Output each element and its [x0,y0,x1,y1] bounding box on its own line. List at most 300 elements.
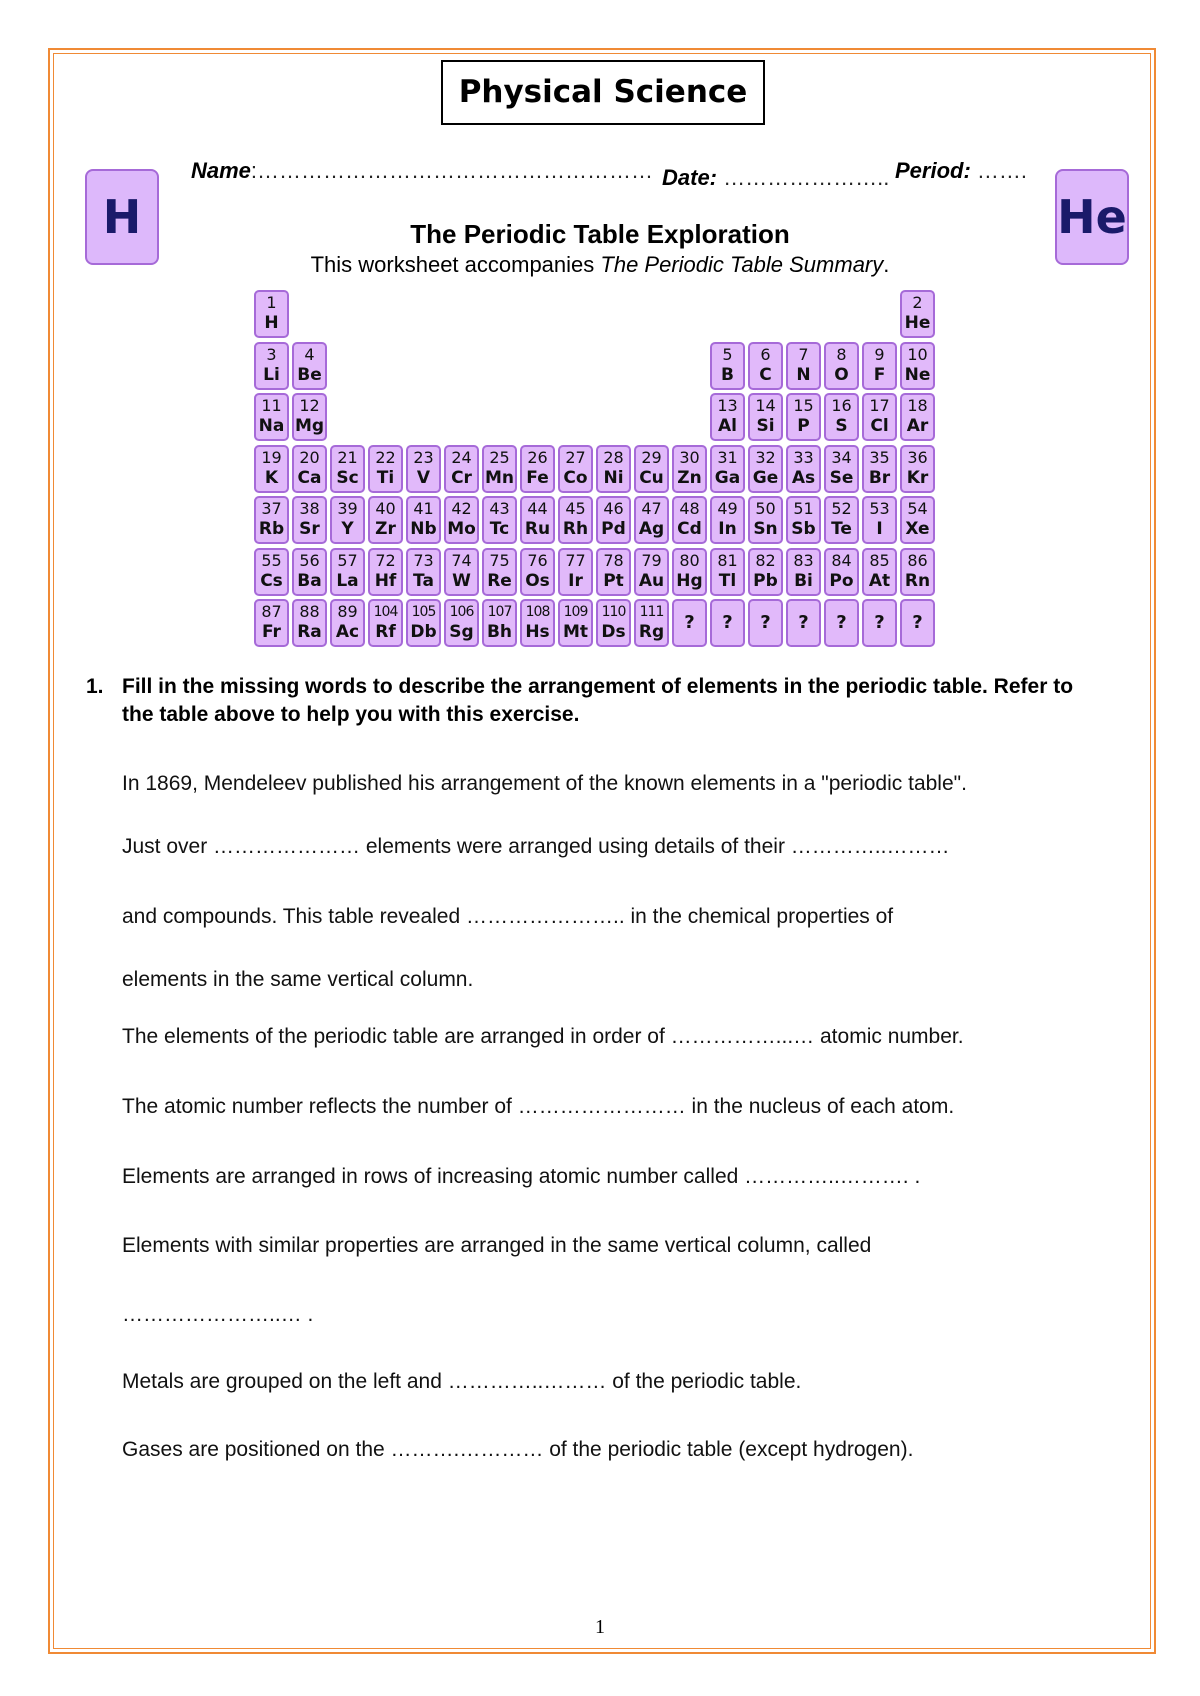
element-symbol: Cd [677,519,702,539]
element-symbol: Y [341,519,354,539]
element-tc [482,496,517,544]
element-pd [596,496,631,544]
element-sg [444,599,479,647]
element-rh [558,496,593,544]
element-symbol: Mn [484,467,515,488]
element-symbol: Zr [375,519,396,539]
sentence-1: In 1869, Mendeleev published his arrangement of the known elements in a "periodic table". [122,772,967,795]
atomic-number: 19 [261,447,282,467]
element-au [634,548,669,596]
question-number: 1. [86,675,104,698]
atomic-number: 3 [266,344,277,364]
atomic-number: 41 [413,499,434,518]
atomic-number: 84 [831,550,852,570]
element-symbol: Hg [676,570,703,591]
element-symbol: Os [525,570,550,591]
element-symbol: Ga [714,467,741,488]
element-cs [254,548,289,596]
atomic-number: 107 [487,604,512,620]
name-label: Name [191,158,251,183]
sentence-4: elements in the same vertical column. [122,968,474,991]
element-symbol: ? [760,612,771,633]
element-bh [482,599,517,647]
element-symbol: He [904,313,931,333]
element-symbol: ? [798,612,809,633]
blank-8[interactable]: …………..……… [447,1370,607,1393]
element-symbol: ? [722,612,733,633]
element-cd [672,496,707,544]
element-symbol: Ne [904,364,931,385]
element-symbol: Sr [299,519,320,539]
atomic-number: 54 [907,499,928,518]
element-sc [330,445,365,493]
element-li [254,342,289,390]
sentence-9: …………………..… . [122,1303,314,1326]
element-symbol: Ar [906,416,929,436]
atomic-number: 104 [373,604,398,620]
element-ba [292,548,327,596]
element-symbol: Po [829,570,854,591]
element-symbol: I [876,519,883,539]
element-ne [900,342,935,390]
element-ir [558,548,593,596]
element-b [710,342,745,390]
element-symbol: H [264,313,279,333]
atomic-number: 27 [565,447,586,467]
element-n [786,342,821,390]
element-symbol: Rb [258,519,285,539]
element-f [862,342,897,390]
atomic-number: 40 [375,499,396,518]
atomic-number: 34 [831,447,852,467]
atomic-number: 35 [869,447,890,467]
element-si [748,393,783,441]
element-na [254,393,289,441]
element-ru [520,496,555,544]
element-db [406,599,441,647]
atomic-number: 21 [337,447,358,467]
atomic-number: 39 [337,499,358,518]
element-symbol: Li [263,364,280,385]
atomic-number: 16 [831,396,852,415]
element-symbol: N [796,364,811,385]
atomic-number: 31 [717,447,738,467]
element-symbol: Nb [410,519,437,539]
element-he [900,290,935,338]
atomic-number: 88 [299,602,320,621]
element-symbol: Rn [904,570,931,591]
subtitle-end: . [883,252,890,277]
atomic-number: 80 [679,550,700,570]
element-symbol: Rh [562,519,589,539]
element-symbol: Al [718,416,737,436]
element-k [254,445,289,493]
element-symbol: La [336,570,359,591]
element-symbol: Ac [335,622,360,642]
element-cr [444,445,479,493]
blank-6[interactable]: …………..………. [744,1165,909,1188]
hydrogen-symbol-tile: H [85,169,159,265]
blank-3[interactable]: ………………….. [466,905,625,928]
element-symbol: Ru [524,519,551,539]
atomic-number: 14 [755,396,776,415]
element-symbol: Ag [638,519,665,539]
element-ag [634,496,669,544]
element-kr [900,445,935,493]
blank-1[interactable]: ………………… [213,835,361,858]
atomic-number: 12 [299,396,320,415]
element-symbol: Be [297,364,322,385]
element-s [824,393,859,441]
atomic-number: 106 [449,604,474,620]
element-ta [406,548,441,596]
element-fr [254,599,289,647]
atomic-number: 52 [831,499,852,518]
element-symbol: Ir [568,570,583,591]
element-symbol: Si [756,416,775,436]
element-o [824,342,859,390]
atomic-number: 44 [527,499,548,518]
element-sn [748,496,783,544]
atomic-number: 86 [907,550,928,570]
element-i [862,496,897,544]
element-cl [862,393,897,441]
element-rg [634,599,669,647]
element-symbol: Cl [870,416,889,436]
atomic-number: 75 [489,550,510,570]
subject-title: Physical Science [458,74,748,110]
element-symbol: Ni [603,467,624,488]
element-as [786,445,821,493]
atomic-number: 105 [411,604,436,620]
element-sb [786,496,821,544]
element-symbol: Ta [413,570,434,591]
element-symbol: At [868,570,891,591]
element-symbol: W [452,570,471,591]
atomic-number: 77 [565,550,586,570]
atomic-number: 109 [563,604,588,620]
element-h [254,290,289,338]
atomic-number: 36 [907,447,928,467]
document-title: The Periodic Table Exploration [410,219,790,249]
element-symbol: S [835,416,848,436]
atomic-number: 89 [337,602,358,621]
element-symbol: Ge [752,467,779,488]
element-symbol: Mt [562,622,589,642]
element-mt [558,599,593,647]
atomic-number: 46 [603,499,624,518]
element-pb [748,548,783,596]
element-symbol: Co [563,467,588,488]
atomic-number: 73 [413,550,434,570]
element-symbol: Rf [375,622,396,642]
element-sr [292,496,327,544]
period-label: Period: [895,158,971,183]
element-be [292,342,327,390]
element-al [710,393,745,441]
sentence-10: Metals are grouped on the left and …………..……… of the periodic table. [122,1370,802,1393]
atomic-number: 111 [639,604,664,620]
atomic-number: 55 [261,550,282,570]
element-symbol: V [416,467,431,488]
blank-9[interactable]: ……….………… [390,1438,544,1461]
atomic-number: 76 [527,550,548,570]
element-symbol: Rg [638,622,665,642]
element-mo [444,496,479,544]
element-symbol: Re [487,570,512,591]
blank-5[interactable]: …………………… [517,1095,686,1118]
element-p [786,393,821,441]
element-symbol: Db [410,622,437,642]
element-symbol: Kr [906,467,929,488]
element-symbol: Br [868,467,891,488]
atomic-number: 85 [869,550,890,570]
atomic-number: 6 [760,344,771,364]
element-symbol: Xe [905,519,930,539]
element-symbol: Pd [601,519,626,539]
element-symbol: Tl [718,570,737,591]
element-rn [900,548,935,596]
atomic-number: 10 [907,344,928,364]
element-unknown [900,599,935,647]
atomic-number: 43 [489,499,510,518]
document-subtitle [0,252,1200,278]
element-cu [634,445,669,493]
blank-2[interactable]: …………..……… [790,835,950,858]
atomic-number: 47 [641,499,662,518]
element-symbol: Sc [336,467,359,488]
atomic-number: 5 [722,344,733,364]
atomic-number: 38 [299,499,320,518]
element-symbol: Pb [753,570,778,591]
page-number: 1 [595,1616,605,1638]
atomic-number: 17 [869,396,890,415]
atomic-number: 8 [836,344,847,364]
atomic-number: 13 [717,396,738,415]
element-symbol: Bi [794,570,813,591]
element-xe [900,496,935,544]
element-symbol: Tc [489,519,510,539]
element-hg [672,548,707,596]
period-blank[interactable]: ……. [976,158,1028,183]
sentence-2: Just over ………………… elements were arranged using details of their …………..……… [122,835,950,858]
element-symbol: Hf [374,570,397,591]
element-symbol: Te [831,519,852,539]
element-hs [520,599,555,647]
element-pt [596,548,631,596]
atomic-number: 56 [299,550,320,570]
date-blank[interactable]: ………………….. [723,165,890,190]
element-symbol: K [264,467,279,488]
element-symbol: Fr [262,622,281,642]
atomic-number: 23 [413,447,434,467]
element-symbol: Ti [376,467,395,488]
element-symbol: Pt [603,570,624,591]
element-symbol: Cr [451,467,472,488]
atomic-number: 78 [603,550,624,570]
element-symbol: Mg [294,416,325,436]
element-la [330,548,365,596]
element-ni [596,445,631,493]
element-symbol: ? [684,612,695,633]
atomic-number: 45 [565,499,586,518]
subtitle-reference: The Periodic Table Summary [600,252,884,277]
atomic-number: 57 [337,550,358,570]
atomic-number: 110 [601,604,626,620]
element-symbol: B [721,364,734,385]
atomic-number: 81 [717,550,738,570]
element-at [862,548,897,596]
element-ca [292,445,327,493]
element-symbol: Sn [753,519,778,539]
atomic-number: 33 [793,447,814,467]
atomic-number: 2 [912,293,923,312]
atomic-number: 25 [489,447,510,467]
element-mn [482,445,517,493]
element-symbol: Fe [526,467,549,488]
atomic-number: 15 [793,396,814,415]
element-symbol: Mo [447,519,476,539]
element-unknown [748,599,783,647]
element-symbol: C [759,364,772,385]
element-c [748,342,783,390]
atomic-number: 11 [261,396,282,415]
element-w [444,548,479,596]
sentence-11: Gases are positioned on the ……….………… of the periodic table (except hydrogen). [122,1438,914,1461]
sentence-5: The elements of the periodic table are arranged in order of ……………...… atomic number. [122,1025,964,1048]
element-mg [292,393,327,441]
element-symbol: Hs [525,622,550,642]
element-v [406,445,441,493]
element-te [824,496,859,544]
element-ds [596,599,631,647]
element-symbol: Bh [486,622,513,642]
element-symbol: ? [836,612,847,633]
element-symbol: Ba [297,570,322,591]
atomic-number: 74 [451,550,472,570]
element-nb [406,496,441,544]
element-symbol: Ds [601,622,626,642]
element-symbol: In [718,519,737,539]
atomic-number: 108 [525,604,550,620]
element-os [520,548,555,596]
element-in [710,496,745,544]
element-symbol: F [873,364,886,385]
element-zr [368,496,403,544]
sentence-6: The atomic number reflects the number of …………………… in the nucleus of each atom. [122,1095,955,1118]
element-unknown [862,599,897,647]
element-symbol: Sb [791,519,816,539]
element-unknown [824,599,859,647]
element-se [824,445,859,493]
name-field [191,158,653,184]
element-unknown [672,599,707,647]
period-field [895,158,1027,184]
element-tl [710,548,745,596]
element-symbol: Cu [639,467,664,488]
element-fe [520,445,555,493]
element-ra [292,599,327,647]
element-symbol: Se [829,467,854,488]
sentence-7: Elements are arranged in rows of increasing atomic number called …………..………. . [122,1165,921,1188]
atomic-number: 51 [793,499,814,518]
element-symbol: O [834,364,849,385]
atomic-number: 22 [375,447,396,467]
element-symbol: Sg [449,622,474,642]
date-label: Date: [662,165,718,190]
element-y [330,496,365,544]
element-symbol: Ra [297,622,322,642]
element-co [558,445,593,493]
atomic-number: 7 [798,344,809,364]
atomic-number: 28 [603,447,624,467]
element-symbol: As [791,467,816,488]
name-blank[interactable]: ……………………………………………… [257,158,654,183]
element-br [862,445,897,493]
atomic-number: 72 [375,550,396,570]
atomic-number: 20 [299,447,320,467]
element-hf [368,548,403,596]
periodic-table [254,290,942,650]
atomic-number: 79 [641,550,662,570]
atomic-number: 87 [261,602,282,621]
atomic-number: 26 [527,447,548,467]
atomic-number: 4 [304,344,315,364]
atomic-number: 37 [261,499,282,518]
element-symbol: Zn [677,467,702,488]
atomic-number: 18 [907,396,928,415]
element-unknown [786,599,821,647]
element-symbol: P [797,416,810,436]
element-ga [710,445,745,493]
element-ge [748,445,783,493]
element-symbol: Ca [297,467,322,488]
element-symbol: Na [258,416,285,436]
element-unknown [710,599,745,647]
element-re [482,548,517,596]
question-1 [86,673,1076,729]
sentence-8: Elements with similar properties are arranged in the same vertical column, called [122,1234,872,1257]
atomic-number: 29 [641,447,662,467]
atomic-number: 42 [451,499,472,518]
subject-title-box [441,60,765,125]
element-zn [672,445,707,493]
element-symbol: Cs [260,570,283,591]
element-rb [254,496,289,544]
date-field [662,165,889,191]
atomic-number: 53 [869,499,890,518]
blank-4[interactable]: ……………...… [670,1025,815,1048]
name-colon: : [250,158,258,183]
atomic-number: 9 [874,344,885,364]
atomic-number: 32 [755,447,776,467]
atomic-number: 50 [755,499,776,518]
element-symbol: ? [912,612,923,633]
element-symbol: Au [638,570,665,591]
element-ti [368,445,403,493]
atomic-number: 24 [451,447,472,467]
atomic-number: 82 [755,550,776,570]
element-bi [786,548,821,596]
atomic-number: 30 [679,447,700,467]
element-po [824,548,859,596]
atomic-number: 49 [717,499,738,518]
blank-7[interactable]: …………………..… [122,1303,302,1326]
element-symbol: ? [874,612,885,633]
element-ar [900,393,935,441]
sentence-3: and compounds. This table revealed ………………….. in the chemical properties of [122,905,894,928]
atomic-number: 83 [793,550,814,570]
